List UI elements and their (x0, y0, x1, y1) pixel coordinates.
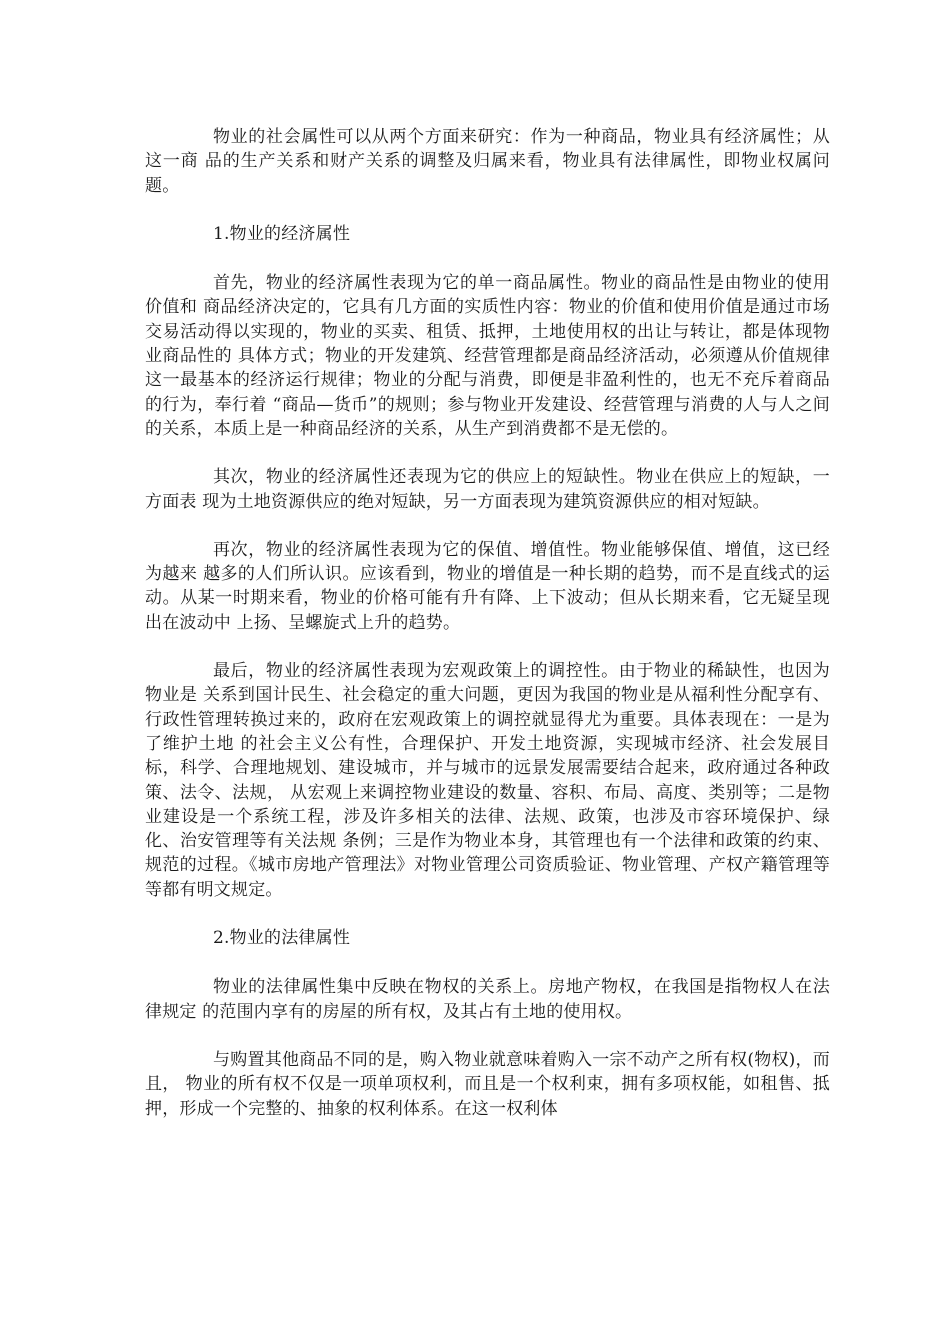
section-heading-economic: 1.物业的经济属性 (213, 223, 351, 244)
legal-paragraph-first: 物业的法律属性集中反映在物权的关系上。房地产物权，在我国是指物权人在法律规定 的范围内享有的房屋的所有权，及其占有土地的使用权。 (145, 977, 830, 1022)
legal-paragraph-second: 与购置其他商品不同的是，购入物业就意味着购入一宗不动产之所有权(物权)，而且， 物业的所有权不仅是一项单项权利，而且是一个权利束，拥有多项权能，如租售、抵押，形成一个完整的、抽象的权利体系。在这一权利体 (145, 1049, 830, 1119)
economic-paragraph-fourth: 最后，物业的经济属性表现为宏观政策上的调控性。由于物业的稀缺性，也因为物业是 关系到国计民生、社会稳定的重大问题，更因为我国的物业是从福利性分配享有、行政性管理转换过来的，政府在宏观政策上的调控就显得尤为重要。具体表现在：一是为了维护土地 的社会主义公有性，合理保护、开发土地资源，实现城市经济、社会发展目标，科学、合理地规划、建设城市，并与城市的远景发展需要结合起来，政府通过各种政策、法令、法规， 从宏观上来调控物业建设的数量、容积、布局、高度、类别等；二是物业建设是一个系统工程，涉及许多相关的法律、法规、政策，也涉及市容环境保护、绿化、治安管理等有关法规 条例；三是作为物业本身，其管理也有一个法律和政策的约束、规范的过程。《城市房地产管理法》对物业管理公司资质验证、物业管理、产权产籍管理等等都有明文规定。 (145, 661, 830, 900)
economic-paragraph-second: 其次，物业的经济属性还表现为它的供应上的短缺性。物业在供应上的短缺，一方面表 现为土地资源供应的绝对短缺，另一方面表现为建筑资源供应的相对短缺。 (145, 467, 830, 512)
economic-paragraph-first: 首先，物业的经济属性表现为它的单一商品属性。物业的商品性是由物业的使用价值和 商品经济决定的，它具有几方面的实质性内容：物业的价值和使用价值是通过市场交易活动得以实现的，物业的买卖、租赁、抵押，土地使用权的出让与转让，都是体现物业商品性的 具体方式；物业的开发建筑、经营管理都是商品经济活动，必须遵从价值规律这一最基本的经济运行规律；物业的分配与消费，即便是非盈利性的，也无不充斥着商品的行为，奉行着 “商品—货币”的规则；参与物业开发建设、经营管理与消费的人与人之间的关系，本质上是一种商品经济的关系，从生产到消费都不是无偿的。 (145, 273, 830, 439)
intro-paragraph: 物业的社会属性可以从两个方面来研究：作为一种商品，物业具有经济属性；从这一商 品的生产关系和财产关系的调整及归属来看，物业具有法律属性，即物业权属问题。 (145, 127, 830, 196)
document-page (145, 125, 830, 1145)
economic-paragraph-third: 再次，物业的经济属性表现为它的保值、增值性。物业能够保值、增值，这已经为越来 越多的人们所认识。应该看到，物业的增值是一种长期的趋势，而不是直线式的运动。从某一时期来看，物业的价格可能有升有降、上下波动；但从长期来看，它无疑呈现出在波动中 上扬、呈螺旋式上升的趋势。 (145, 539, 830, 633)
section-heading-legal: 2.物业的法律属性 (213, 928, 351, 949)
